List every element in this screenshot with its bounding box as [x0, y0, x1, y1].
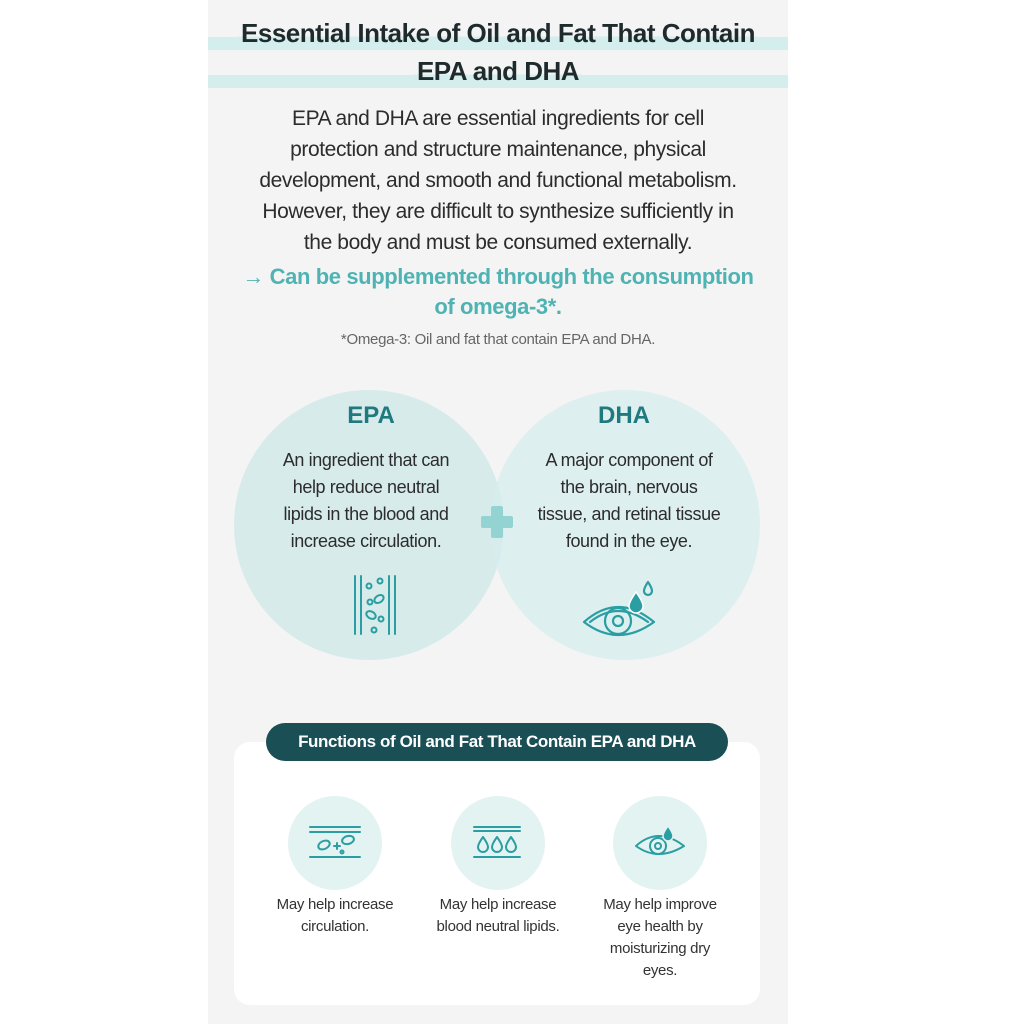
function-label-circulation	[260, 894, 410, 938]
epa-desc-line: increase circulation.	[290, 531, 442, 551]
highlight-line-2: of omega-3*.	[434, 294, 562, 319]
function-label-line: May help increase	[439, 896, 557, 913]
epa-desc-line: An ingredient that can	[282, 450, 450, 470]
function-label-line: circulation.	[300, 918, 370, 935]
function-label-line: blood neutral lipids.	[436, 918, 560, 935]
eye-drop-icon	[580, 578, 660, 642]
function-label-line: eyes.	[642, 962, 678, 979]
blood-cells-icon	[310, 825, 360, 861]
page-title	[208, 16, 788, 88]
function-label-line: May help increase	[276, 896, 394, 913]
function-label-line: May help improve	[603, 896, 717, 913]
footnote: *Omega-3: Oil and fat that contain EPA and DHA.	[340, 331, 656, 348]
function-label-line: moisturizing dry	[609, 940, 711, 957]
epa-desc-line: lipids in the blood and	[283, 504, 449, 524]
dha-desc-line: found in the eye.	[565, 531, 693, 551]
intro-paragraph	[208, 103, 788, 258]
epa-desc-line: help reduce neutral	[292, 477, 440, 497]
intro-line: However, they are difficult to synthesize sufficiently in	[262, 200, 734, 223]
eye-moisture-icon	[634, 822, 686, 862]
functions-heading: Functions of Oil and Fat That Contain EPA and DHA	[266, 723, 728, 761]
blood-vessel-icon	[352, 572, 398, 638]
function-label-lipids	[423, 894, 573, 938]
epa-description	[246, 447, 486, 555]
intro-line: the body and must be consumed externally.	[303, 231, 693, 254]
function-label-eye-health	[585, 894, 735, 982]
dha-desc-line: the brain, nervous	[560, 477, 698, 497]
epa-title: EPA	[347, 402, 395, 429]
plus-icon	[481, 506, 513, 538]
function-label-line: eye health by	[617, 918, 703, 935]
dha-desc-line: tissue, and retinal tissue	[537, 504, 721, 524]
dha-desc-line: A major component of	[545, 450, 713, 470]
intro-line: protection and structure maintenance, physical	[290, 138, 706, 161]
title-line-1: Essential Intake of Oil and Fat That Contain	[238, 18, 758, 48]
lipid-drops-icon	[472, 825, 522, 861]
omega3-highlight	[208, 262, 788, 322]
title-line-2: EPA and DHA	[414, 56, 582, 86]
highlight-line-1: → Can be supplemented through the consumption	[242, 264, 754, 289]
intro-line: development, and smooth and functional metabolism.	[259, 169, 737, 192]
intro-line: EPA and DHA are essential ingredients for cell	[292, 107, 704, 130]
dha-title: DHA	[598, 402, 650, 429]
dha-description	[509, 447, 749, 555]
